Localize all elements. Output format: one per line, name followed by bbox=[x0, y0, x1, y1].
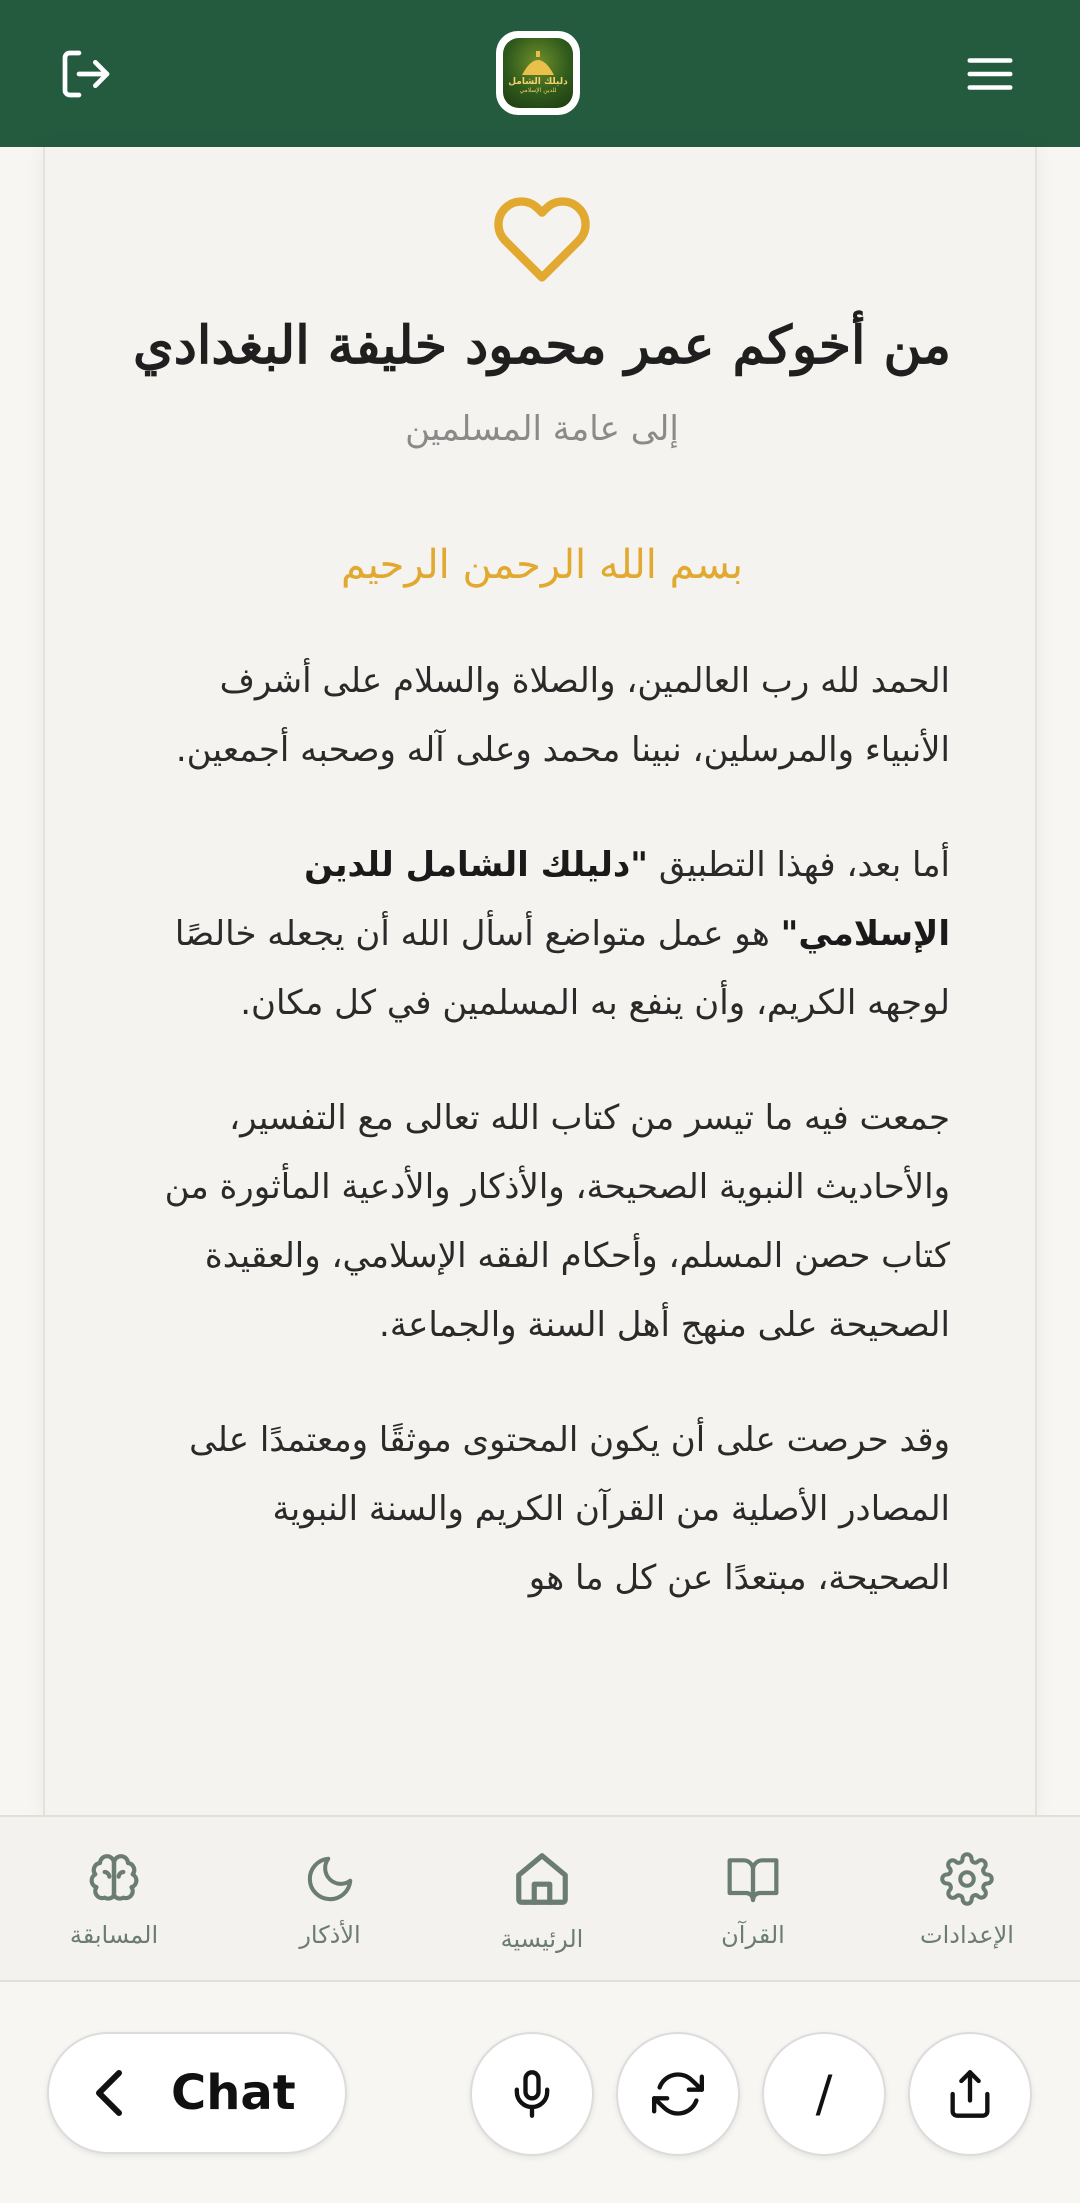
menu-icon bbox=[963, 47, 1017, 101]
logo-subtitle: للدين الإسلامي bbox=[519, 87, 557, 94]
paragraph-intro-end: هو عمل متواضع أسأل الله أن يجعله خالصًا لوجهه الكريم، وأن ينفع به المسلمين في كل مكان. bbox=[174, 914, 950, 1023]
chat-label: Chat bbox=[171, 2065, 296, 2121]
nav-label-quran: القرآن bbox=[721, 1921, 785, 1949]
nav-label-settings: الإعدادات bbox=[920, 1921, 1014, 1949]
page-title: من أخوكم عمر محمود خليفة البغدادي bbox=[133, 315, 951, 376]
basmala: بسم الله الرحمن الرحيم bbox=[340, 542, 744, 588]
slash-command-button[interactable] bbox=[762, 2032, 886, 2156]
bottom-navigation bbox=[0, 1815, 1080, 1982]
nav-item-adhkar[interactable] bbox=[240, 1817, 420, 1984]
home-icon bbox=[511, 1848, 573, 1910]
mosque-dome-icon bbox=[518, 51, 558, 77]
refresh-icon bbox=[652, 2068, 704, 2120]
share-icon bbox=[944, 2068, 996, 2120]
app-logo[interactable] bbox=[496, 31, 580, 115]
browser-toolbar bbox=[0, 1984, 1080, 2203]
dedication-card bbox=[43, 147, 1037, 1815]
nav-item-home[interactable] bbox=[452, 1817, 632, 1984]
chat-button[interactable] bbox=[47, 2032, 347, 2154]
paragraph-sources: وقد حرصت على أن يكون المحتوى موثقًا ومعتمدًا على المصادر الأصلية من القرآن الكريم والسنة النبوية الصحيحة، مبتعدًا عن كل ما هو bbox=[189, 1420, 950, 1598]
voice-input-button[interactable] bbox=[470, 2032, 594, 2156]
heart-icon-wrap bbox=[492, 189, 592, 289]
paragraph-intro bbox=[135, 831, 950, 1038]
logout-icon bbox=[58, 46, 114, 102]
app-name-bold: "دليلك الشامل للدين الإسلامي" bbox=[304, 845, 950, 954]
nav-label-quiz: المسابقة bbox=[69, 1921, 159, 1949]
menu-button[interactable] bbox=[955, 39, 1025, 109]
refresh-button[interactable] bbox=[616, 2032, 740, 2156]
moon-icon bbox=[303, 1852, 357, 1906]
nav-label-adhkar: الأذكار bbox=[299, 1921, 361, 1949]
book-icon bbox=[725, 1851, 781, 1907]
paragraph-praise: الحمد لله رب العالمين، والصلاة والسلام على أشرف الأنبياء والمرسلين، نبينا محمد وعلى آله وصحبه أجمعين. bbox=[175, 661, 950, 770]
dedication-text bbox=[135, 647, 950, 1659]
nav-item-quiz[interactable] bbox=[24, 1817, 204, 1984]
app-header bbox=[0, 0, 1080, 147]
nav-item-quran[interactable] bbox=[663, 1817, 843, 1984]
heart-icon bbox=[492, 189, 592, 289]
chevron-left-icon bbox=[91, 2067, 131, 2119]
gear-icon bbox=[940, 1852, 994, 1906]
paragraph-intro-start: أما بعد، فهذا التطبيق bbox=[648, 845, 950, 885]
nav-item-settings[interactable] bbox=[877, 1817, 1057, 1984]
page-subtitle: إلى عامة المسلمين bbox=[405, 409, 679, 449]
logo-title: دليلك الشامل bbox=[508, 77, 568, 87]
nav-label-home: الرئيسية bbox=[500, 1925, 584, 1953]
brain-icon bbox=[86, 1851, 142, 1907]
microphone-icon bbox=[506, 2068, 558, 2120]
logo-emblem bbox=[503, 38, 573, 108]
logout-button[interactable] bbox=[51, 39, 121, 109]
paragraph-contents: جمعت فيه ما تيسر من كتاب الله تعالى مع التفسير، والأحاديث النبوية الصحيحة، والأذكار والأدعية المأثورة من كتاب حصن المسلم، وأحكام الفقه الإسلامي، والعقيدة الصحيحة على منهج أهل السنة والجماعة. bbox=[164, 1098, 950, 1345]
share-button[interactable] bbox=[908, 2032, 1032, 2156]
slash-label: / bbox=[815, 2065, 833, 2123]
